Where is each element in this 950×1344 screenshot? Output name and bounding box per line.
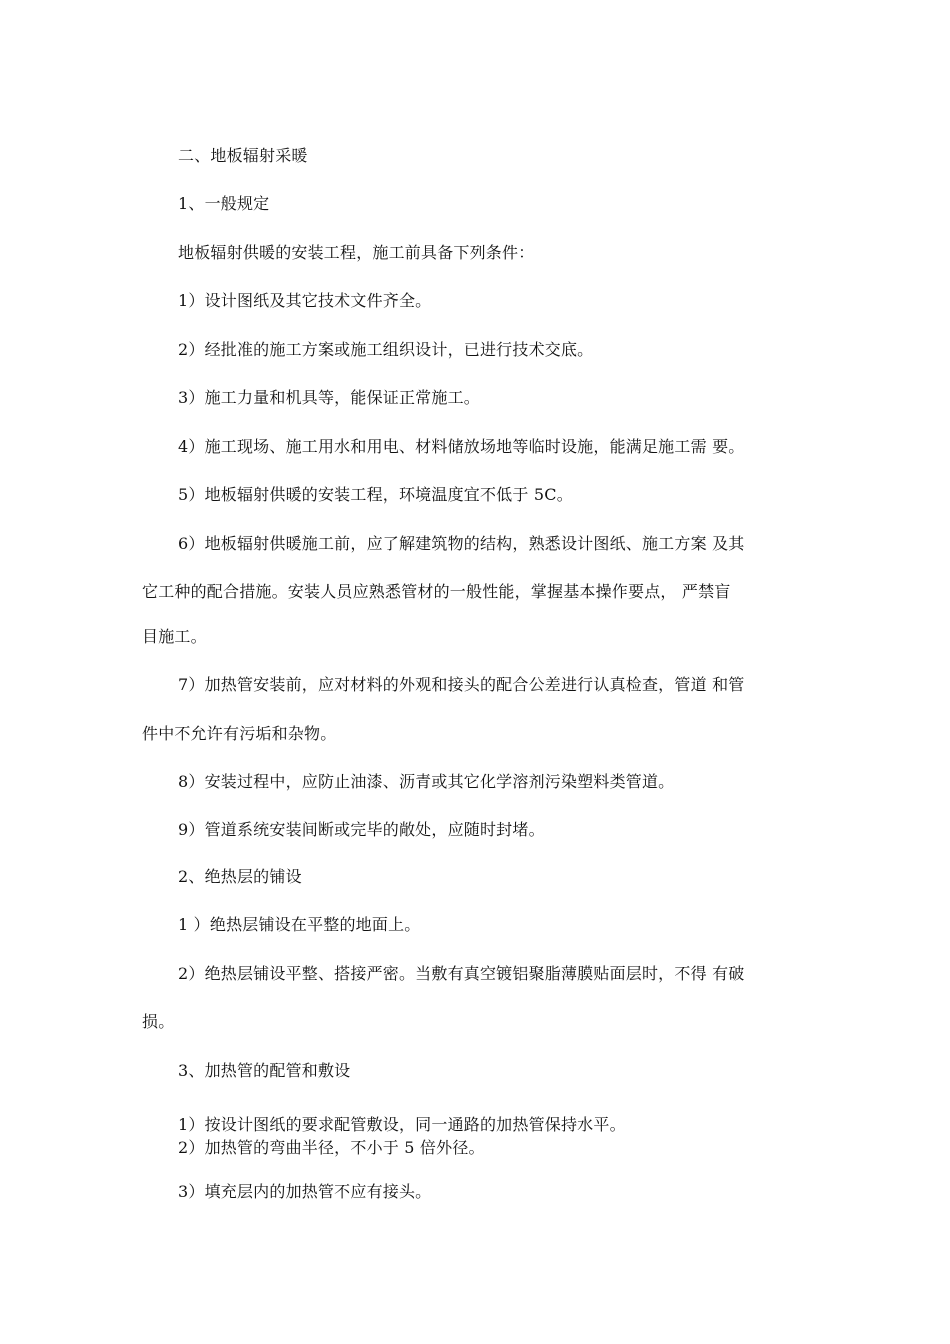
condition-item: 5）地板辐射供暖的安装工程，环境温度宜不低于 5C。 — [178, 485, 573, 504]
condition-item-line: 件中不允许有污垢和杂物。 — [142, 724, 337, 743]
condition-item: 2）经批准的施工方案或施工组织设计，已进行技术交底。 — [178, 340, 594, 359]
condition-item: 3）施工力量和机具等，能保证正常施工。 — [178, 388, 480, 407]
insulation-item: 损。 — [142, 1012, 175, 1031]
insulation-item: 2）绝热层铺设平整、搭接严密。当敷有真空镀铝聚脂薄膜贴面层时，不得 有破 — [178, 964, 745, 983]
pipe-item: 1）按设计图纸的要求配管敷设，同一通路的加热管保持水平。 — [178, 1115, 626, 1134]
subsection-title: 3、加热管的配管和敷设 — [178, 1061, 351, 1080]
pipe-item: 2）加热管的弯曲半径，不小于 5 倍外径。 — [178, 1138, 485, 1157]
condition-item: 4）施工现场、施工用水和用电、材料储放场地等临时设施，能满足施工需 要。 — [178, 437, 745, 456]
intro-paragraph: 地板辐射供暖的安装工程，施工前具备下列条件： — [178, 243, 535, 262]
subsection-title: 1、一般规定 — [178, 194, 270, 213]
condition-item: 1）设计图纸及其它技术文件齐全。 — [178, 291, 432, 310]
condition-item-line: 6）地板辐射供暖施工前，应了解建筑物的结构，熟悉设计图纸、施工方案 及其 — [178, 534, 745, 553]
pipe-item: 3）填充层内的加热管不应有接头。 — [178, 1182, 432, 1201]
condition-item: 8）安装过程中，应防止油漆、沥青或其它化学溶剂污染塑料类管道。 — [178, 772, 675, 791]
condition-item: 9）管道系统安装间断或完毕的敞处，应随时封堵。 — [178, 820, 545, 839]
condition-item-line: 7）加热管安装前，应对材料的外观和接头的配合公差进行认真检查，管道 和管 — [178, 675, 745, 694]
condition-item-line: 它工种的配合措施。安装人员应熟悉管材的一般性能，掌握基本操作要点， 严禁盲 — [142, 582, 731, 601]
subsection-title: 2、绝热层的铺设 — [178, 867, 302, 886]
condition-item-line: 目施工。 — [142, 627, 207, 646]
insulation-item: 1 ）绝热层铺设在平整的地面上。 — [178, 915, 421, 934]
section-title: 二、地板辐射采暖 — [178, 146, 308, 165]
